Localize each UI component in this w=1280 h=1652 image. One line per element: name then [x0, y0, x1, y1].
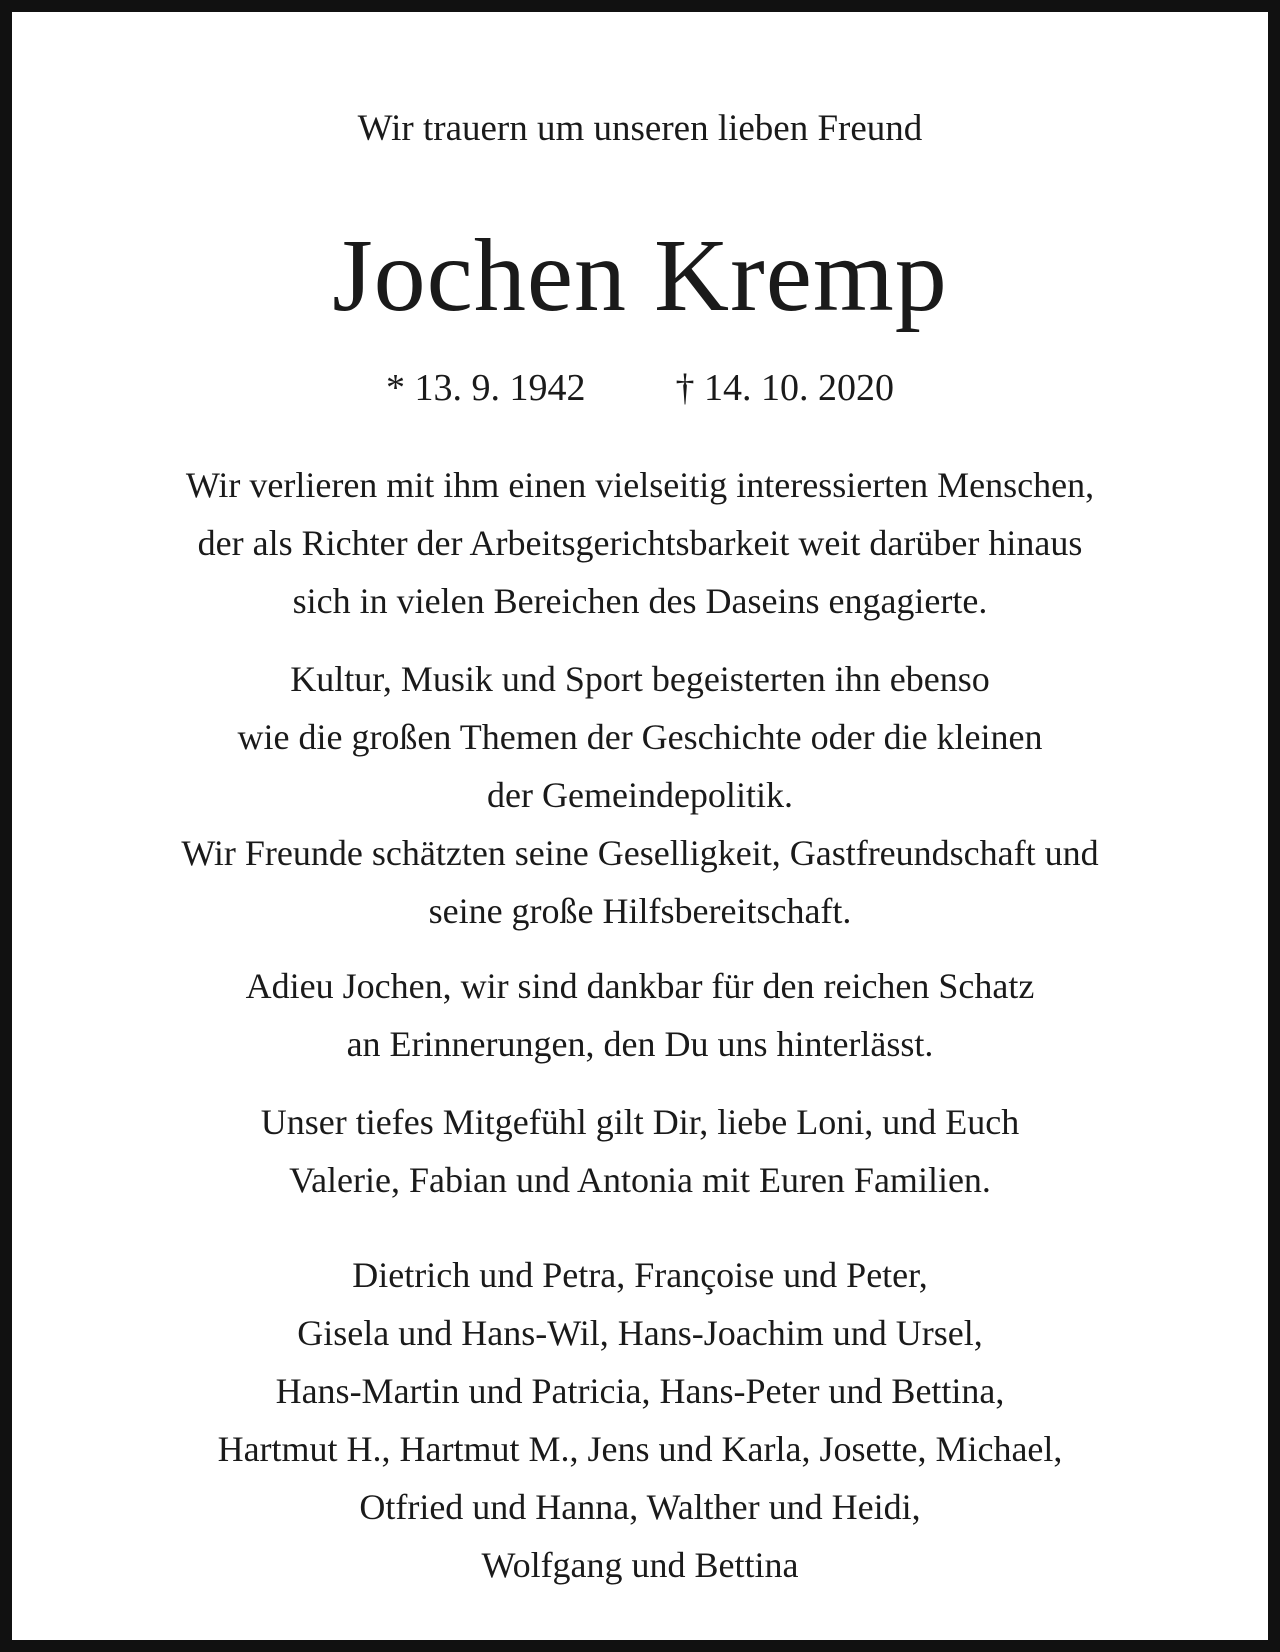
text-line: Valerie, Fabian und Antonia mit Euren Familien.	[289, 1160, 991, 1200]
text-line: der als Richter der Arbeitsgerichtsbarkeit weit darüber hinaus	[197, 523, 1083, 563]
text-line: wie die großen Themen der Geschichte oder die kleinen	[237, 717, 1043, 757]
deceased-name: Jochen Kremp	[332, 218, 948, 333]
text-line: Wir Freunde schätzten seine Geselligkeit, Gastfreundschaft und	[181, 833, 1099, 873]
signature-line: Otfried und Hanna, Walther und Heidi,	[359, 1487, 921, 1527]
death-date: † 14. 10. 2020	[675, 367, 894, 409]
paragraph-condolences	[24, 1093, 1256, 1209]
notice-content	[24, 24, 1256, 1628]
text-line: seine große Hilfsbereitschaft.	[428, 891, 852, 931]
signature-line: Hartmut H., Hartmut M., Jens und Karla, Josette, Michael,	[217, 1429, 1063, 1469]
text-line: an Erinnerungen, den Du uns hinterlässt.	[346, 1024, 934, 1064]
life-dates	[24, 364, 1256, 412]
signature-line: Gisela und Hans-Wil, Hans-Joachim und Ursel,	[297, 1313, 983, 1353]
text-line: sich in vielen Bereichen des Daseins engagierte.	[292, 581, 988, 621]
signature-line: Hans-Martin und Patricia, Hans-Peter und Bettina,	[275, 1371, 1005, 1411]
intro-text: Wir trauern um unseren lieben Freund	[357, 108, 923, 149]
birth-date: * 13. 9. 1942	[386, 367, 586, 409]
text-line: Unser tiefes Mitgefühl gilt Dir, liebe Loni, und Euch	[260, 1102, 1020, 1142]
paragraph-interests	[24, 650, 1256, 940]
text-line: Wir verlieren mit ihm einen vielseitig interessierten Menschen,	[185, 465, 1095, 505]
text-line: Kultur, Musik und Sport begeisterten ihn ebenso	[290, 659, 990, 699]
text-line: der Gemeindepolitik.	[487, 775, 793, 815]
paragraph-farewell	[24, 957, 1256, 1073]
signature-line: Wolfgang und Bettina	[481, 1545, 799, 1585]
signatories	[24, 1246, 1256, 1594]
paragraph-career	[24, 456, 1256, 630]
text-line: Adieu Jochen, wir sind dankbar für den reichen Schatz	[245, 966, 1035, 1006]
signature-line: Dietrich und Petra, Françoise und Peter,	[352, 1255, 928, 1295]
